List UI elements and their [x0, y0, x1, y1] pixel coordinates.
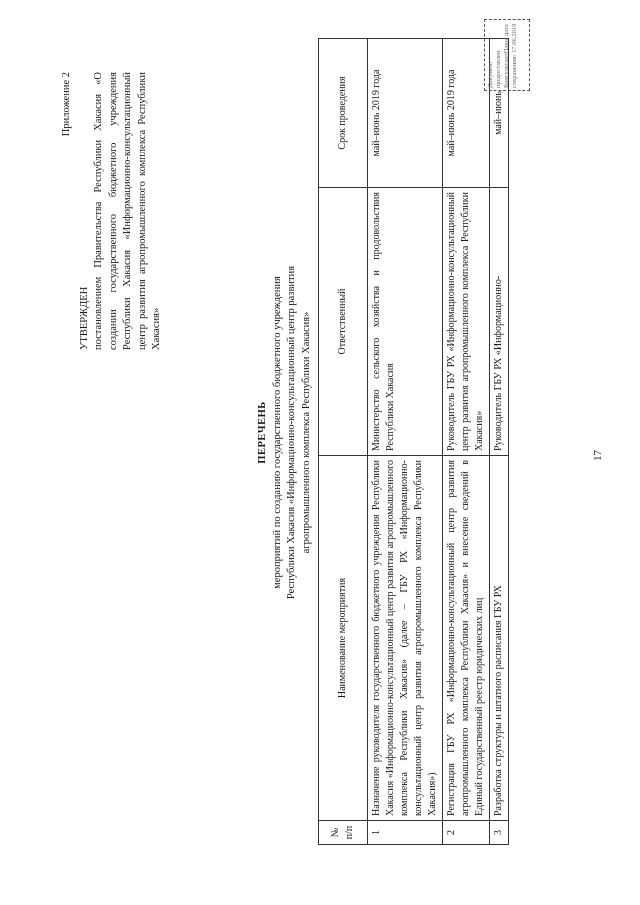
row-name: Назначение руководителя государственного бюджетного учреждения Республики Хакасия «Информационно-консультационный центр развития агропромышленного комплекса Республики Хакасия» (далее – ГБУ РХ «Информационно-консультационный центр развития агропромышленного комплекса Республики Хакасия») [368, 456, 443, 821]
row-term: май–июнь [490, 39, 509, 188]
row-responsible: Руководитель ГБУ РХ «Информационно- [490, 188, 509, 456]
annex-label: Приложение 2 [61, 72, 72, 137]
title-heading: ПЕРЕЧЕНЬ [257, 401, 268, 464]
approval-text: постановлением Правительства Республики Хакасия «О создании государственного бюджетного учреждения Республики Хакасия «Информационно-консультационный центр развития агропромышленного комплекса Республики Хакасия» [93, 72, 162, 350]
title-subheading: мероприятий по созданию государственного бюджетного учреждения Республики Хакасия «Информационно-консультационный центр развития агропромышленного комплекса Республики Хакасия» [271, 265, 312, 600]
table-row [490, 39, 509, 845]
table-row [443, 39, 490, 845]
row-term: май–июнь 2019 года [443, 39, 490, 188]
header-responsible: Ответственный [319, 188, 368, 456]
row-responsible: Руководитель ГБУ РХ «Информационно-консультационный центр развития агропромышленного комплекса Республики Хакасия» [443, 188, 490, 456]
row-num: 3 [490, 821, 509, 845]
document-title [256, 260, 314, 605]
row-term: май–июнь 2019 года [368, 39, 443, 188]
row-num: 2 [443, 821, 490, 845]
measures-table [318, 38, 509, 845]
table-row [368, 39, 443, 845]
row-num: 1 [368, 821, 443, 845]
row-name: Разработка структуры и штатного расписания ГБУ РХ [490, 456, 509, 821]
page-number: 17 [592, 450, 604, 461]
table-header-row [319, 39, 368, 845]
row-name: Регистрация ГБУ РХ «Информационно-консультационный центр развития агропромышленного комплекса Республики Хакасия» и внесение сведений в Единый государственный реестр юридических лиц [443, 456, 490, 821]
approved-label: УТВЕРЖДЕН [78, 286, 90, 350]
approval-block [60, 72, 165, 350]
header-num: № п/п [319, 821, 368, 845]
header-term: Срок проведения [319, 39, 368, 188]
consultant-stamp: Документ предоставлен КонсультантПлюс дата сохранения: 17.06.2019 [484, 19, 530, 91]
row-responsible: Министерство сельского хозяйства и продовольствия Республики Хакасия [368, 188, 443, 456]
header-name: Наименование мероприятия [319, 456, 368, 821]
